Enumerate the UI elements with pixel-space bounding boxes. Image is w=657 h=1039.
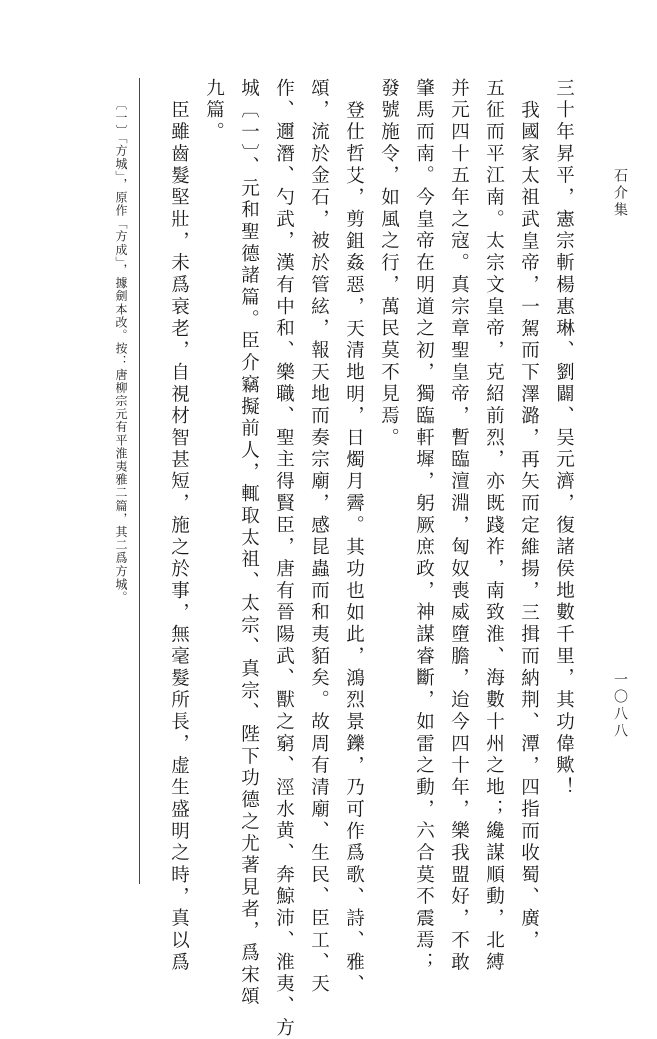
text-line-5: 肇馬而南。今皇帝在明道之初，獨臨軒墀，躬厥庶政，神謀睿斷，如雷之動，六合莫不震焉； <box>413 78 435 974</box>
page-number: 一〇八八 <box>612 672 628 740</box>
running-title: 石介集 <box>612 168 628 219</box>
text-line-7: 登仕哲艾，剪鉏姦惡，天清地明，日燭月霽。其功也如此，鴻烈景鑠，乃可作爲歌、詩、雅、 <box>343 100 365 996</box>
footnote-divider <box>139 78 140 884</box>
text-line-2: 我國家太祖武皇帝，一駕而下澤潞，再矢而定維揚，三揖而納荆、潭，四指而收蜀、廣， <box>518 100 540 953</box>
text-line-12: 臣雖齒髮堅壯，未爲衰老，自視材智甚短，施之於事，無毫髮所長，虚生盛明之時，真以爲 <box>168 100 190 974</box>
text-line-6: 發號施令，如風之行，萬民莫不見焉。 <box>378 78 400 450</box>
text-line-1: 三十年昇平，憲宗斬楊惠琳、劉闢、吴元濟，復諸侯地數千里，其功偉歟！ <box>553 78 575 800</box>
text-line-11: 九篇。 <box>203 78 225 144</box>
text-line-10: 城〔一〕、元和聖德諸篇。臣介竊擬前人，輒取太祖、太宗、真宗、陛下功德之尤著見者，爲宋頌 <box>238 78 260 1009</box>
text-line-4: 并元四十五年之寇。真宗章聖皇帝，暫臨澶淵，匈奴喪威墮膽，迨今四十年，樂我盟好，不敢 <box>448 78 470 974</box>
text-line-3: 五征而平江南。太宗文皇帝，克紹前烈，亦既踐祚，南致淮、海數十州之地；纔謀順動，北縛 <box>483 78 505 974</box>
text-line-9: 作、邇潛、勺武，漢有中和、樂職、聖主得賢臣，唐有晉陽武、獸之窮、涇水黄、奔鯨沛、淮夷、方 <box>273 78 295 1039</box>
footnote: 〔一〕「方城」，原作「方成」，據劍本改。按：唐柳宗元有平淮夷雅二篇，其二爲方城。 <box>114 98 128 604</box>
text-line-8: 頌，流於金石，被於管絃，報天地而奏宗廟，感昆蟲而和夷貊矣。故周有清廟、生民、臣工、天 <box>308 78 330 996</box>
